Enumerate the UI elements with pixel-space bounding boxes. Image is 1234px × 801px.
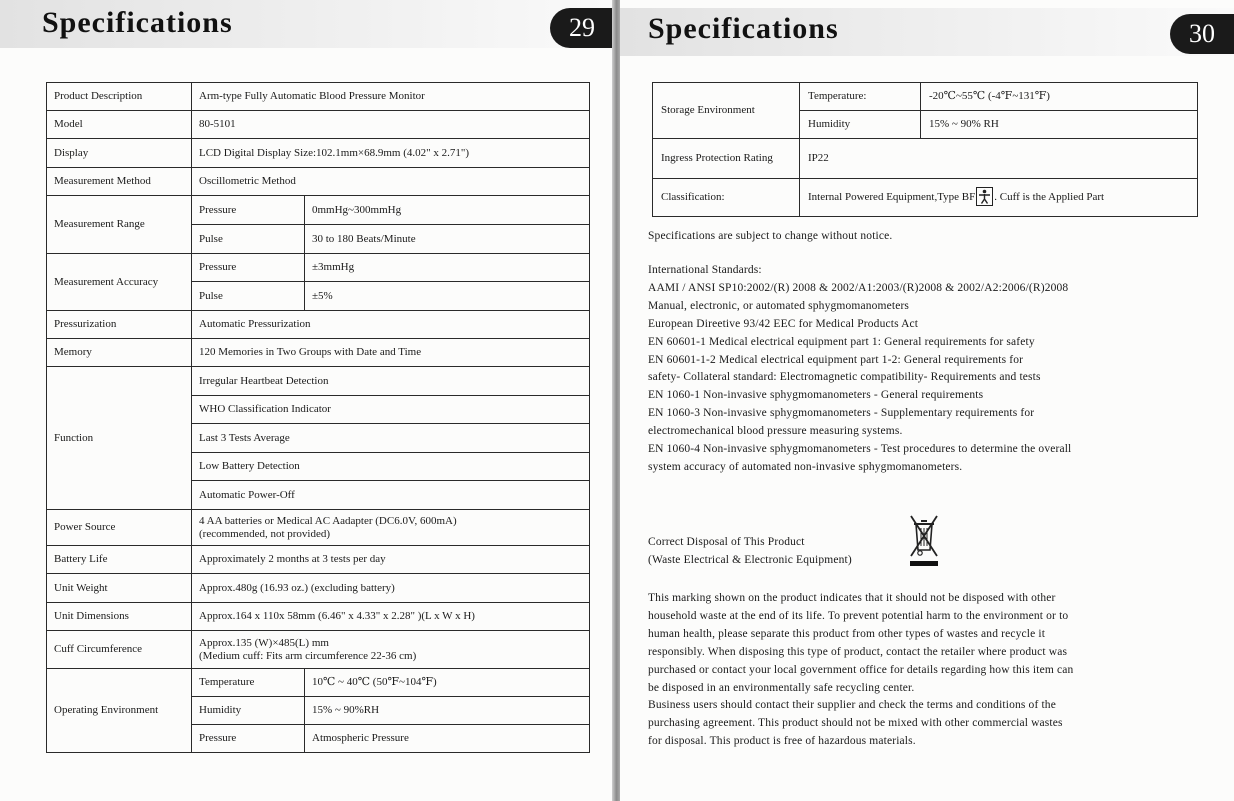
row-label: Operating Environment <box>47 669 192 753</box>
row-label: Model <box>47 111 192 139</box>
table-row <box>47 546 590 574</box>
row-value-line: (recommended, not provided) <box>199 527 331 540</box>
standards-line: Manual, electronic, or automated sphygmomanometers <box>648 299 910 312</box>
standards-line: EN 60601-1 Medical electrical equipment part 1: General requirements for safety <box>648 335 1035 348</box>
table-row <box>653 179 1198 217</box>
sub-label: Pulse <box>192 225 305 254</box>
classification-text: Internal Powered Equipment,Type BF <box>808 191 976 204</box>
row-value: 120 Memories in Two Groups with Date and Time <box>192 339 590 367</box>
row-label: Measurement Method <box>47 168 192 196</box>
disposal-line: responsibly. When disposing this type of product, contact the retailer where product was <box>648 645 1068 658</box>
row-label: Cuff Circumference <box>47 631 192 669</box>
row-label: Unit Weight <box>47 574 192 603</box>
table-row <box>47 139 590 168</box>
row-value: Approx.164 x 110x 58mm (6.46" x 4.33" x 2.28" )(L x W x H) <box>192 603 590 631</box>
page-title: Specifications <box>42 6 233 39</box>
sub-value: 15% ~ 90% RH <box>921 111 1198 139</box>
function-item: Low Battery Detection <box>192 453 590 481</box>
standards-line: system accuracy of automated non-invasive sphygmomanometers. <box>648 460 963 473</box>
table-row <box>47 168 590 196</box>
table-row <box>47 510 590 546</box>
sub-label: Temperature <box>192 669 305 697</box>
row-label: Battery Life <box>47 546 192 574</box>
table-row <box>47 311 590 339</box>
table-row <box>47 196 590 225</box>
page-number-badge: 29 <box>550 8 614 48</box>
row-value: Automatic Pressurization <box>192 311 590 339</box>
table-row <box>47 83 590 111</box>
row-value: Approximately 2 months at 3 tests per day <box>192 546 590 574</box>
row-value: Arm-type Fully Automatic Blood Pressure Monitor <box>192 83 590 111</box>
sub-label: Pressure <box>192 725 305 753</box>
classification-suffix: . Cuff is the Applied Part <box>994 191 1105 204</box>
row-value: Approx.480g (16.93 oz.) (excluding battery) <box>192 574 590 603</box>
standards-block <box>648 262 1184 477</box>
row-value <box>192 510 590 546</box>
disposal-block <box>648 590 1184 751</box>
table-row <box>653 83 1198 111</box>
right-page <box>620 0 1234 801</box>
row-value: Oscillometric Method <box>192 168 590 196</box>
sub-value: 0mmHg~300mmHg <box>305 196 590 225</box>
row-value-line: (Medium cuff: Fits arm circumference 22-36 cm) <box>199 649 417 662</box>
sub-value: -20℃~55℃ (-4℉~131℉) <box>921 83 1198 111</box>
standards-line: AAMI / ANSI SP10:2002/(R) 2008 & 2002/A1:2003/(R)2008 & 2002/A2:2006/(R)2008 <box>648 281 1069 294</box>
sub-value: ±3mmHg <box>305 254 590 282</box>
disposal-line: for disposal. This product is free of hazardous materials. <box>648 735 916 748</box>
left-page <box>0 0 614 801</box>
row-label: Ingress Protection Rating <box>653 139 800 179</box>
standards-line: European Direetive 93/42 EEC for Medical Products Act <box>648 317 919 330</box>
table-row <box>47 603 590 631</box>
disposal-heading-line: (Waste Electrical & Electronic Equipment) <box>648 553 852 566</box>
standards-heading: International Standards: <box>648 264 762 276</box>
row-label: Product Description <box>47 83 192 111</box>
table-row <box>47 367 590 396</box>
function-item: Last 3 Tests Average <box>192 424 590 453</box>
environment-table <box>652 82 1198 217</box>
row-label: Classification: <box>653 179 800 217</box>
sub-value: 30 to 180 Beats/Minute <box>305 225 590 254</box>
table-row <box>47 669 590 697</box>
weee-crossed-bin-icon <box>908 510 940 573</box>
table-row <box>47 631 590 669</box>
row-label: Power Source <box>47 510 192 546</box>
standards-line: EN 60601-1-2 Medical electrical equipment part 1-2: General requirements for <box>648 353 1024 366</box>
notice-text <box>648 228 1184 246</box>
specifications-table <box>46 82 590 753</box>
sub-label: Humidity <box>192 697 305 725</box>
sub-label: Humidity <box>800 111 921 139</box>
standards-line: electromechanical blood pressure measuring systems. <box>648 425 903 438</box>
sub-label: Temperature: <box>800 83 921 111</box>
table-row <box>47 339 590 367</box>
table-row <box>47 574 590 603</box>
row-label: Pressurization <box>47 311 192 339</box>
row-label: Display <box>47 139 192 168</box>
standards-line: EN 1060-1 Non-invasive sphygmomanometers - General requirements <box>648 389 984 402</box>
page-number-badge: 30 <box>1170 14 1234 54</box>
type-bf-icon <box>976 187 993 206</box>
row-value: IP22 <box>800 139 1198 179</box>
row-label: Unit Dimensions <box>47 603 192 631</box>
row-label: Memory <box>47 339 192 367</box>
table-row <box>47 111 590 139</box>
standards-line: EN 1060-4 Non-invasive sphygmomanometers - Test procedures to determine the overall <box>648 443 1072 456</box>
disposal-heading-line: Correct Disposal of This Product <box>648 536 805 548</box>
function-item: Automatic Power-Off <box>192 481 590 510</box>
disposal-line: household waste at the end of its life. To prevent potential harm to the environment or to <box>648 609 1069 622</box>
sub-value: Atmospheric Pressure <box>305 725 590 753</box>
function-item: WHO Classification Indicator <box>192 396 590 424</box>
row-value <box>192 631 590 669</box>
disposal-line: be disposed in an environmentally safe recycling center. <box>648 681 915 694</box>
disposal-line: purchasing agreement. This product should not be mixed with other commercial wastes <box>648 717 1063 730</box>
row-value: LCD Digital Display Size:102.1mm×68.9mm (4.02" x 2.71") <box>192 139 590 168</box>
row-label: Measurement Range <box>47 196 192 254</box>
row-value-line: 4 AA batteries or Medical AC Aadapter (DC6.0V, 600mA) <box>199 514 457 527</box>
page-title: Specifications <box>648 12 839 45</box>
sub-value: 15% ~ 90%RH <box>305 697 590 725</box>
row-value <box>800 179 1198 217</box>
row-label: Storage Environment <box>653 83 800 139</box>
row-label: Measurement Accuracy <box>47 254 192 311</box>
sub-label: Pulse <box>192 282 305 311</box>
row-value-line: Approx.135 (W)×485(L) mm <box>199 636 329 649</box>
sub-label: Pressure <box>192 196 305 225</box>
disposal-line: human health, please separate this product from other types of wastes and recycle it <box>648 627 1046 640</box>
table-row <box>653 139 1198 179</box>
sub-label: Pressure <box>192 254 305 282</box>
standards-line: EN 1060-3 Non-invasive sphygmomanometers - Supplementary requirements for <box>648 407 1035 420</box>
notice-line: Specifications are subject to change without notice. <box>648 230 893 242</box>
row-label: Function <box>47 367 192 510</box>
disposal-line: This marking shown on the product indicates that it should not be disposed with other <box>648 592 1056 604</box>
function-item: Irregular Heartbeat Detection <box>192 367 590 396</box>
standards-line: safety- Collateral standard: Electromagnetic compatibility- Requirements and tests <box>648 371 1041 384</box>
table-row <box>47 254 590 282</box>
disposal-line: Business users should contact their supplier and check the terms and conditions of the <box>648 699 1056 712</box>
sub-value: ±5% <box>305 282 590 311</box>
sub-value: 10℃ ~ 40℃ (50℉~104℉) <box>305 669 590 697</box>
row-value: 80-5101 <box>192 111 590 139</box>
disposal-line: purchased or contact your local government office for details regarding how this item can <box>648 663 1074 676</box>
